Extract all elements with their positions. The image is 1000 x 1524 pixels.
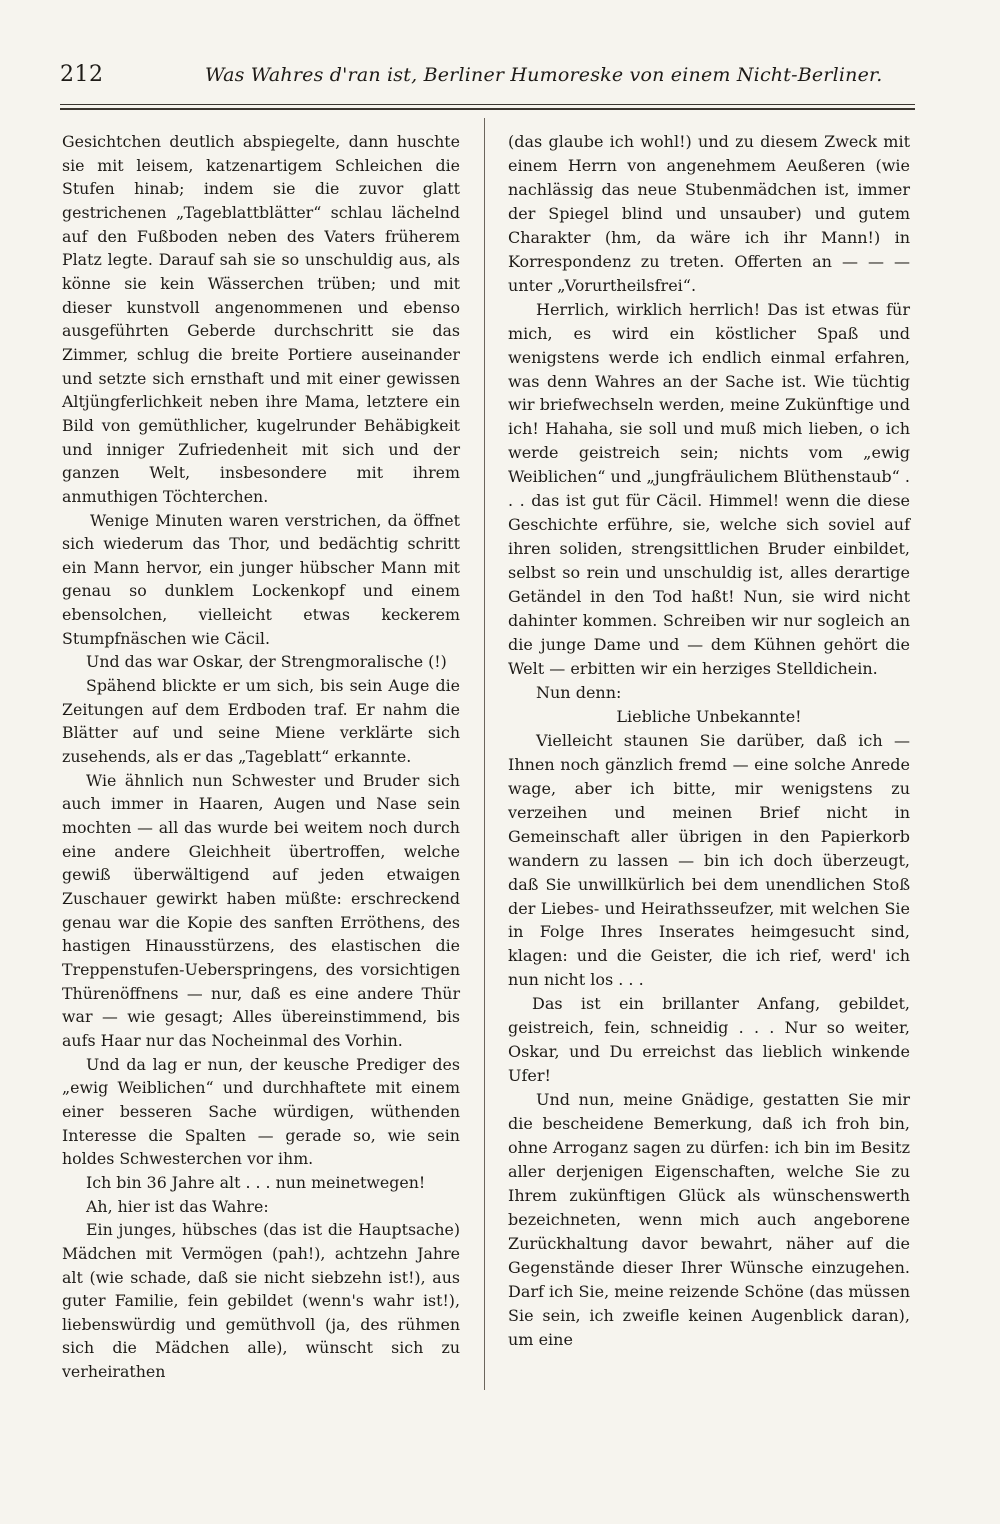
running-head — [60, 62, 915, 92]
header-rule — [60, 104, 915, 105]
paragraph: Gesichtchen deutlich abspiegelte, dann huschte sie mit leisem, katzenartigem Schleichen die Stufen hinab; indem sie die zuvor glatt gestrichenen „Tageblattblätter“ schlau lächelnd auf den Fußboden neben des Vaters früherem Platz legte. Darauf sah sie so unschuldig aus, als könne sie kein Wässerchen trüben; und mit dieser kunstvoll angenommenen und ebenso ausgeführten Geberde durchschritt sie das Zimmer, schlug die breite Portiere auseinander und setzte sich ernsthaft und mit einer gewissen Altjüngferlichkeit neben ihre Mama, letztere ein Bild von gemüthlicher, kugelrunder Behäbigkeit und inniger Zufriedenheit mit sich und der ganzen Welt, insbesondere mit ihrem anmuthigen Töchterchen. — [62, 132, 460, 506]
letter-salutation: Liebliche Unbekannte! — [616, 706, 802, 726]
paragraph: Spähend blickte er um sich, bis sein Auge die Zeitungen auf dem Erdboden traf. Er nahm die Blätter auf und seine Miene verklärte sich zusehends, als er das „Tageblatt“ erkannte. — [62, 676, 460, 767]
paragraph: Nun denn: — [536, 682, 622, 702]
paragraph: Ah, hier ist das Wahre: — [86, 1196, 269, 1216]
paragraph: (das glaube ich wohl!) und zu diesem Zweck mit einem Herrn von angenehmem Aeußeren (wie nachlässig das neue Stubenmädchen ist, immer der Spiegel blind und unsauber) und gutem Charakter (hm, da wäre ich ihr Mann!) in Korrespondenz zu treten. Offerten an — — — unter „Vorurtheilsfrei“. — [508, 132, 910, 295]
paragraph: Vielleicht staunen Sie darüber, daß ich — Ihnen noch gänzlich fremd — eine solche Anrede wage, aber ich bitte, mir wenigstens zu verzeihen und meinen Brief nicht in Gemeinschaft aller übrigen in den Papierkorb wandern zu lassen — bin ich doch überzeugt, daß Sie unwillkürlich bei dem unendlichen Stoß der Liebes- und Heirathsseufzer, mit welchen Sie in Folge Ihres Inserates heimgesucht sind, klagen: und die Geister, die ich rief, werd' ich nun nicht los . . . — [508, 730, 910, 990]
running-title: Was Wahres d'ran ist, Berliner Humoreske von einem Nicht-Berliner. — [205, 64, 883, 86]
paragraph: Und nun, meine Gnädige, gestatten Sie mir die bescheidene Bemerkung, daß ich froh bin, ohne Arroganz sagen zu dürfen: ich bin im Besitz aller derjenigen Eigenschaften, welche Sie zu Ihrem zukünftigen Glück als wünschenswerth bezeichneten, wenn mich auch angeborene Zurückhaltung davor bewahrt, näher auf die Gegenstände dieser Ihrer Wünsche einzugehen. Darf ich Sie, meine reizende Schöne (das müssen Sie sein, ich zweifle keinen Augenblick daran), um eine — [508, 1090, 910, 1349]
paragraph: Ich bin 36 Jahre alt . . . nun meinetwegen! — [86, 1172, 426, 1192]
page-number: 212 — [60, 62, 104, 87]
column-divider — [484, 118, 485, 1390]
paragraph: Und da lag er nun, der keusche Prediger des „ewig Weiblichen“ und durchhaftete mit einem einer besseren Sache würdigen, wüthenden Interesse die Spalten — gerade so, wie sein holdes Schwesterchen vor ihm. — [62, 1054, 460, 1169]
paragraph: Wie ähnlich nun Schwester und Bruder sich auch immer in Haaren, Augen und Nase sein mochten — all das wurde bei weitem noch durch eine andere Gleichheit übertroffen, welche gewiß überwältigend auf jeden etwaigen Zuschauer gewirkt haben müßte: erschreckend genau war die Kopie des sanften Erröthens, des hastigen Hinausstürzens, des elastischen die Treppenstufen-Ueberspringens, des vorsichtigen Thürenöffnens — nur, daß es eine andere Thür war — wie gesagt; Alles übereinstimmend, bis aufs Haar nur das Nocheinmal des Vorhin. — [62, 770, 460, 1050]
paragraph: Herrlich, wirklich herrlich! Das ist etwas für mich, es wird ein köstlicher Spaß und wenigstens werde ich endlich einmal erfahren, was denn Wahres an der Sache ist. Wie tüchtig wir briefwechseln werden, meine Zukünftige und ich! Hahaha, sie soll und muß mich lieben, o ich werde geistreich sein; nichts vom „ewig Weiblichen“ und „jungfräulichem Blüthenstaub“ . . . das ist gut für Cäcil. Himmel! wenn die diese Geschichte erführe, sie, welche sich soviel auf ihren soliden, strengsittlichen Bruder einbildet, selbst so rein und unschuldig ist, alles derartige Getändel in den Tod haßt! Nun, sie wird nicht dahinter kommen. Schreiben wir nur sogleich an die junge Dame und — dem Kühnen gehört die Welt — erbitten wir ein herziges Stelldichein. — [508, 299, 910, 678]
paragraph: Und das war Oskar, der Strengmoralische (!) — [86, 652, 447, 672]
paragraph: Wenige Minuten waren verstrichen, da öffnet sich wiederum das Thor, und bedächtig schritt ein Mann hervor, ein junger hübscher Mann mit genau so dunklem Lockenkopf und einem ebensolchen, vielleicht etwas keckerem Stumpfnäschen wie Cäcil. — [62, 510, 460, 648]
right-column — [508, 130, 910, 1352]
left-column — [62, 130, 460, 1384]
header-rule-thick — [60, 108, 915, 110]
paragraph: Das ist ein brillanter Anfang, gebildet, geistreich, fein, schneidig . . . Nur so weiter, Oskar, und Du erreichst das lieblich winkende Ufer! — [508, 994, 910, 1086]
paragraph: Ein junges, hübsches (das ist die Hauptsache) Mädchen mit Vermögen (pah!), achtzehn Jahre alt (wie schade, daß sie nicht siebzehn ist!), aus guter Familie, fein gebildet (wenn's wahr ist!), liebenswürdig und gemüthvoll (ja, des rühmen sich die Mädchen alle), wünscht sich zu verheirathen — [62, 1220, 460, 1382]
